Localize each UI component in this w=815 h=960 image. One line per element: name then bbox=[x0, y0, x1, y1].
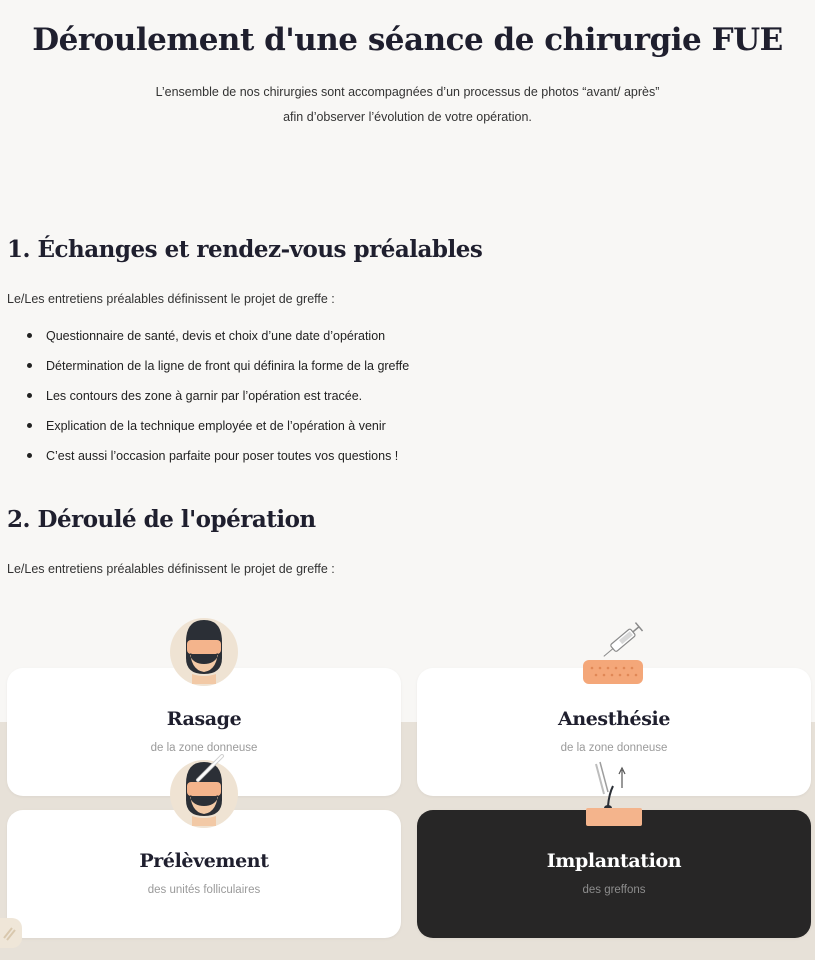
step-title: Anesthésie bbox=[557, 708, 671, 730]
section-2-text: Le/Les entretiens préalables définissent le projet de greffe : bbox=[7, 562, 335, 576]
step-subtitle: des greffons bbox=[582, 884, 646, 896]
intro-text bbox=[0, 80, 815, 130]
accessibility-toggle-icon[interactable] bbox=[0, 918, 22, 948]
step-subtitle: de la zone donneuse bbox=[560, 742, 668, 754]
extraction-head-icon bbox=[168, 754, 240, 830]
step-title: Rasage bbox=[166, 708, 242, 730]
section-1-text: Le/Les entretiens préalables définissent le projet de greffe : bbox=[7, 292, 335, 306]
hair-implant-icon bbox=[578, 758, 648, 828]
list-item: Questionnaire de santé, devis et choix d’une date d’opération bbox=[25, 325, 409, 355]
shaved-head-icon bbox=[168, 612, 240, 688]
step-title: Prélèvement bbox=[139, 850, 269, 872]
section-1-title: 1. Échanges et rendez-vous préalables bbox=[7, 236, 483, 263]
list-item: Explication de la technique employée et de l’opération à venir bbox=[25, 415, 409, 445]
intro-line-2: afin d’observer l’évolution de votre opération. bbox=[283, 110, 532, 124]
step-subtitle: de la zone donneuse bbox=[150, 742, 258, 754]
section-2-title: 2. Déroulé de l'opération bbox=[7, 506, 316, 533]
step-title: Implantation bbox=[546, 850, 682, 872]
list-item: C’est aussi l’occasion parfaite pour poser toutes vos questions ! bbox=[25, 445, 409, 475]
step-subtitle: des unités folliculaires bbox=[147, 884, 261, 896]
list-item: Les contours des zone à garnir par l’opération est tracée. bbox=[25, 385, 409, 415]
page-title: Déroulement d'une séance de chirurgie FUE bbox=[32, 22, 783, 58]
step-card-implantation bbox=[417, 810, 811, 938]
section-1-list bbox=[25, 325, 409, 475]
list-item: Détermination de la ligne de front qui définira la forme de la greffe bbox=[25, 355, 409, 385]
syringe-skin-icon bbox=[580, 618, 650, 688]
intro-line-1: L’ensemble de nos chirurgies sont accompagnées d’un processus de photos “avant/ après” bbox=[155, 85, 660, 99]
